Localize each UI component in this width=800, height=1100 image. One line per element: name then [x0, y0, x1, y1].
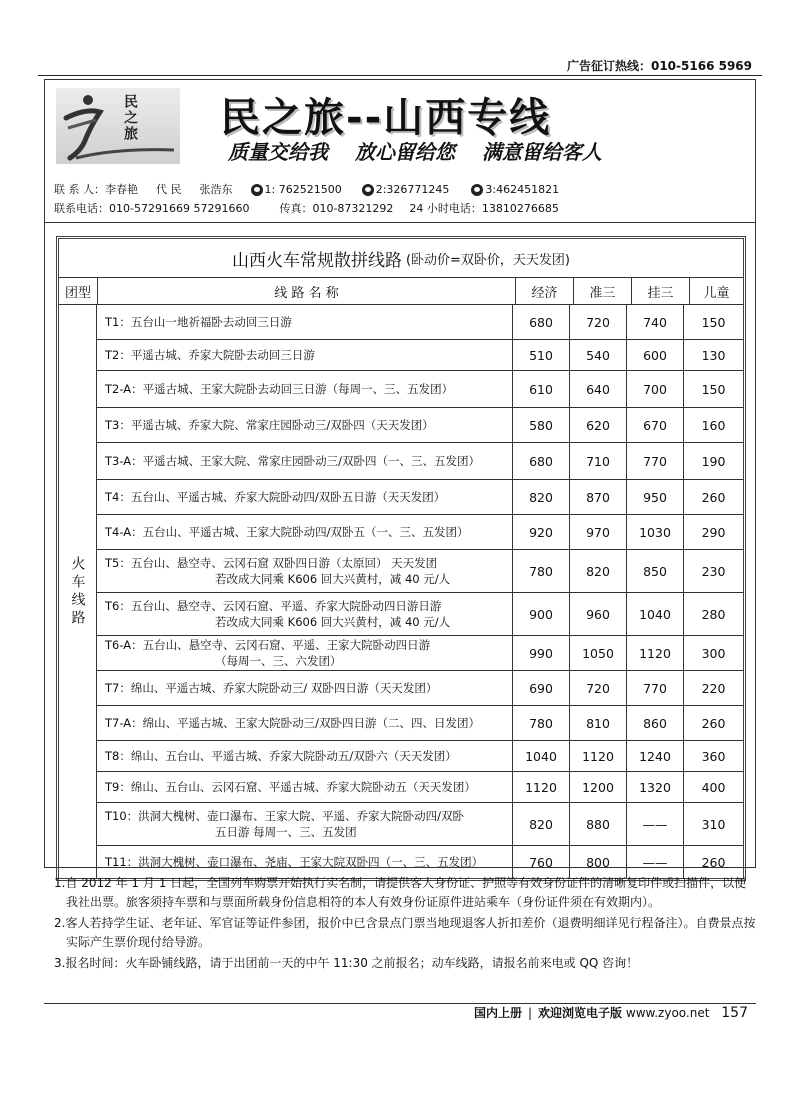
price-quasi-3star: 720: [570, 305, 627, 339]
ad-hotline: 广告征订热线：010-5166 5969: [566, 59, 752, 73]
route-name-cell: [97, 371, 513, 407]
route-name-line: T2：平遥古城、乔家大院卧去动回三日游: [105, 348, 315, 362]
route-name-line: T4-A：五台山、平遥古城、王家大院卧动四/双卧五（一、三、五发团）: [105, 525, 469, 539]
top-divider: [38, 75, 762, 76]
route-name-cell: [97, 480, 513, 514]
table-subtitle: (卧动价=双卧价，天天发团): [405, 252, 571, 268]
table-row: [97, 515, 743, 550]
route-name-cell: [97, 741, 513, 771]
price-child: 290: [701, 524, 726, 540]
phone-numbers: 010-57291669 57291660: [109, 202, 250, 215]
price-economy: 820: [513, 803, 570, 845]
page-title: 民之旅--山西专线: [220, 95, 552, 141]
price-listed-3star: 850: [627, 550, 684, 592]
price-listed-3star: 1120: [627, 636, 684, 670]
note-2: 2.客人若持学生证、老年证、军官证等证件参团，报价中已含景点门票当地现退客人折扣差价（退费明细详见行程备注）。自费景点按实际产生票价现付给导游。: [54, 916, 756, 949]
price-listed-3star: ——: [627, 846, 684, 878]
footer-section: 国内上册: [473, 1006, 522, 1020]
price-economy: 780: [513, 706, 570, 740]
table-row: [97, 550, 743, 593]
qq-icon: [471, 184, 483, 196]
price-economy: 1040: [513, 741, 570, 771]
price-economy: 780: [513, 550, 570, 592]
qq-3: 3:462451821: [485, 183, 560, 196]
header-group-type: 团型: [59, 278, 98, 304]
slogan-3: 满意留给客人: [481, 140, 602, 164]
price-economy: 820: [513, 480, 570, 514]
footer-welcome: 欢迎浏览电子版: [538, 1006, 623, 1020]
price-quasi-3star: 720: [570, 671, 627, 705]
route-name-cell: [97, 706, 513, 740]
route-name-cell: [97, 550, 513, 592]
price-child: 220: [701, 680, 726, 696]
route-table: [56, 236, 746, 881]
price-child: 260: [701, 715, 726, 731]
route-name-line: T7：绵山、平遥古城、乔家大院卧动三/ 双卧四日游（天天发团）: [105, 681, 438, 695]
table-row: [97, 741, 743, 772]
price-child: 230: [701, 563, 726, 579]
brand-header: [50, 86, 750, 174]
price-listed-3star: 770: [627, 671, 684, 705]
phone-label: 联系电话：: [54, 202, 109, 215]
table-row: [97, 408, 743, 443]
price-child: 190: [701, 453, 726, 469]
contact-name-2: 代 民: [156, 183, 182, 196]
price-listed-3star: 1320: [627, 772, 684, 802]
footer-url[interactable]: www.zyoo.net: [625, 1006, 710, 1020]
price-quasi-3star: 710: [570, 443, 627, 479]
header-route-name: 线 路 名 称: [98, 278, 516, 304]
route-name-line: T3：平遥古城、乔家大院、常家庄园卧动三/双卧四（天天发团）: [105, 418, 434, 432]
route-name-cell: [97, 803, 513, 845]
table-row: [97, 803, 743, 846]
price-quasi-3star: 640: [570, 371, 627, 407]
price-economy: 510: [513, 340, 570, 370]
price-child: 300: [701, 645, 726, 661]
price-quasi-3star: 970: [570, 515, 627, 549]
logo-text: 民之旅: [122, 94, 138, 142]
price-quasi-3star: 540: [570, 340, 627, 370]
route-name-line: （每周一、三、六发团）: [215, 654, 342, 668]
footer: 国内上册 | 欢迎浏览电子版 www.zyoo.net 157: [473, 1005, 748, 1021]
contact-divider: [44, 222, 756, 223]
contact-name-3: 张浩东: [199, 183, 233, 196]
table-row: [97, 480, 743, 515]
price-listed-3star: 670: [627, 408, 684, 442]
qq-1: 1: 762521500: [264, 183, 342, 196]
price-listed-3star: 950: [627, 480, 684, 514]
price-quasi-3star: 880: [570, 803, 627, 845]
price-child: 360: [701, 748, 726, 764]
price-child: 130: [701, 347, 726, 363]
price-quasi-3star: 1200: [570, 772, 627, 802]
route-name-line: 若改成大同乘 K606 回大兴黄村，减 40 元/人: [215, 615, 451, 629]
route-name-cell: [97, 443, 513, 479]
price-child: 400: [701, 779, 726, 795]
price-quasi-3star: 1050: [570, 636, 627, 670]
table-body: [59, 305, 743, 878]
qq-icon: [362, 184, 374, 196]
table-row: [97, 671, 743, 706]
logo: [56, 88, 180, 164]
route-name-cell: [97, 636, 513, 670]
table-row: [97, 371, 743, 408]
price-listed-3star: 600: [627, 340, 684, 370]
price-child: 260: [701, 854, 726, 870]
price-quasi-3star: 800: [570, 846, 627, 878]
route-name-cell: [97, 671, 513, 705]
route-name-line: T1：五台山一地祈福卧去动回三日游: [105, 315, 292, 329]
contacts-label: 联 系 人：: [54, 183, 105, 196]
price-listed-3star: 1240: [627, 741, 684, 771]
price-quasi-3star: 820: [570, 550, 627, 592]
price-economy: 690: [513, 671, 570, 705]
price-quasi-3star: 960: [570, 593, 627, 635]
slogan-1: 质量交给我: [228, 140, 328, 164]
table-row: [97, 772, 743, 803]
table-row: [97, 305, 743, 340]
price-economy: 990: [513, 636, 570, 670]
route-name-cell: [97, 340, 513, 370]
contact-name-1: 李春艳: [105, 183, 138, 196]
qq-icon: [251, 184, 263, 196]
table-title: [59, 239, 743, 278]
contact-info: [54, 180, 559, 218]
group-type-cell: 火车线路: [59, 305, 97, 878]
price-listed-3star: 770: [627, 443, 684, 479]
route-name-line: T8：绵山、五台山、平遥古城、乔家大院卧动五/双卧六（天天发团）: [105, 749, 457, 763]
page-number: 157: [721, 1005, 748, 1021]
logo-figure-icon: [56, 88, 180, 164]
table-rows: [97, 305, 743, 878]
route-name-line: T2-A：平遥古城、王家大院卧去动回三日游（每周一、三、五发团）: [105, 382, 454, 396]
hotline-24h: 24 小时电话：13810276685: [409, 202, 559, 215]
route-name-line: T3-A：平遥古城、王家大院、常家庄园卧动三/双卧四（一、三、五发团）: [105, 454, 480, 468]
price-economy: 900: [513, 593, 570, 635]
slogan-2: 放心留给您: [354, 140, 455, 164]
route-name-line: T11：洪洞大槐树、壶口瀑布、尧庙、王家大院双卧四（一、三、五发团）: [105, 855, 484, 869]
route-name-line: T10：洪洞大槐树、壶口瀑布、王家大院、平遥、乔家大院卧动四/双卧: [105, 809, 465, 823]
slogan: [228, 136, 622, 165]
price-economy: 680: [513, 443, 570, 479]
route-name-line: T6-A：五台山、悬空寺、云冈石窟、平遥、王家大院卧动四日游: [105, 638, 431, 652]
route-name-cell: [97, 305, 513, 339]
route-name-line: T6：五台山、悬空寺、云冈石窟、平遥、乔家大院卧动四日游日游: [105, 599, 442, 613]
route-name-cell: [97, 515, 513, 549]
price-listed-3star: 700: [627, 371, 684, 407]
route-name-cell: [97, 408, 513, 442]
price-economy: 610: [513, 371, 570, 407]
table-row: [97, 340, 743, 371]
price-economy: 920: [513, 515, 570, 549]
note-1: 1.自 2012 年 1 月 1 日起，全国列车购票开始执行实名制，请提供客人身份证、护照等有效身份证件的清晰复印件或扫描件，以便我社出票。旅客须持车票和与票面所载身份信息相符的本人有效身份证原件进站乘车（身份证件须在有效期内）。: [54, 876, 747, 909]
price-child: 150: [701, 314, 726, 330]
table-title-text: 山西火车常规散拼线路: [231, 250, 402, 271]
table-header: [59, 278, 743, 305]
table-row: [97, 636, 743, 671]
route-name-line: T4：五台山、平遥古城、乔家大院卧动四/双卧五日游（天天发团）: [105, 490, 446, 504]
price-economy: 760: [513, 846, 570, 878]
price-economy: 1120: [513, 772, 570, 802]
price-quasi-3star: 870: [570, 480, 627, 514]
note-3: 3.报名时间：火车卧铺线路，请于出团前一天的中午 11:30 之前报名；动车线路，请报名前来电或 QQ 咨询！: [54, 956, 639, 970]
table-row: [97, 706, 743, 741]
route-name-line: T5：五台山、悬空寺、云冈石窟 双卧四日游（太原回） 天天发团: [105, 556, 438, 570]
price-child: 310: [701, 816, 726, 832]
qq-2: 2:326771245: [375, 183, 450, 196]
header-listed-3star: 挂三: [632, 278, 690, 304]
price-child: 280: [701, 606, 726, 622]
header-economy: 经济: [516, 278, 574, 304]
price-listed-3star: 1030: [627, 515, 684, 549]
price-economy: 680: [513, 305, 570, 339]
price-quasi-3star: 620: [570, 408, 627, 442]
price-child: 260: [701, 489, 726, 505]
route-name-line: T7-A：绵山、平遥古城、王家大院卧动三/双卧四日游（二、四、日发团）: [105, 716, 480, 730]
header-quasi-3star: 准三: [574, 278, 632, 304]
price-quasi-3star: 810: [570, 706, 627, 740]
price-listed-3star: ——: [627, 803, 684, 845]
price-listed-3star: 1040: [627, 593, 684, 635]
price-economy: 580: [513, 408, 570, 442]
fax: 传真：010-87321292: [279, 202, 394, 215]
price-listed-3star: 740: [627, 305, 684, 339]
table-row: [97, 443, 743, 480]
price-listed-3star: 860: [627, 706, 684, 740]
table-row: [97, 593, 743, 636]
route-name-line: 五日游 每周一、三、五发团: [215, 825, 357, 839]
header-child: 儿童: [703, 285, 730, 301]
price-quasi-3star: 1120: [570, 741, 627, 771]
route-name-cell: [97, 593, 513, 635]
route-name-line: T9：绵山、五台山、云冈石窟、平遥古城、乔家大院卧动五（天天发团）: [105, 780, 476, 794]
route-name-cell: [97, 772, 513, 802]
price-child: 160: [701, 417, 726, 433]
notes: [54, 874, 756, 975]
route-name-line: 若改成大同乘 K606 回大兴黄村，减 40 元/人: [215, 572, 451, 586]
price-child: 150: [701, 381, 726, 397]
